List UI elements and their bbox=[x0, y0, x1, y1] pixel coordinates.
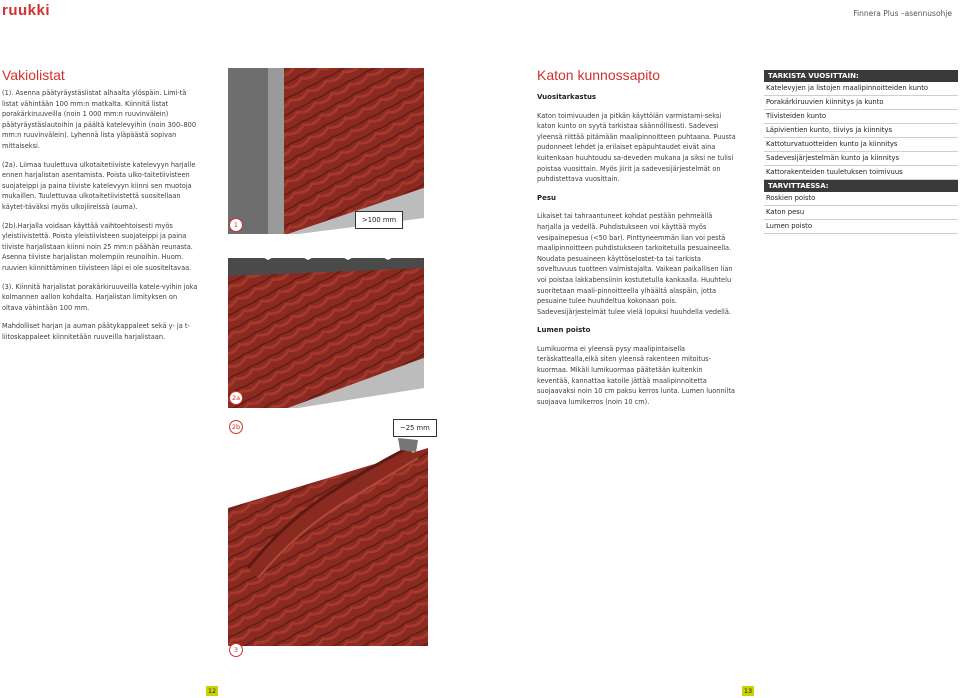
list-item: Kattoturvatuotteiden kunto ja kiinnitys bbox=[764, 138, 958, 152]
figure-2b-3-ridge-mounting bbox=[228, 418, 428, 646]
paragraph-end: Mahdolliset harjan ja auman päätykappaleet sekä y- ja t-liitoskappaleet kiinnitetään ruuveilla harjalistaan. bbox=[2, 322, 190, 341]
ruukki-logo: ruukki bbox=[2, 2, 51, 19]
list-item: Roskien poisto bbox=[764, 192, 958, 206]
paragraph-2a: (2a). Liimaa tuulettuva ulkotaitetiiviste katelevyyn harjalle ennen harjalistan asentamista. Poista ulko-taitetiivisteen suojateippi ja paina tiiviste katelevyyn kiinni sen muotoja mukaillen. Tuulettuvaa ulkotaitetiivistettä suositellaan käytet-täväksi myös ulkojiireissä (auma). bbox=[2, 160, 196, 211]
heading-pesu: Pesu bbox=[537, 193, 557, 202]
left-column-text bbox=[2, 88, 198, 350]
figure-2a-ridge-seal bbox=[228, 238, 424, 408]
page-number-left: 12 bbox=[207, 687, 217, 695]
page-number-right: 13 bbox=[743, 687, 753, 695]
figure-label-2b: 2b bbox=[229, 420, 243, 434]
callout-seal-25mm: ~25 mm bbox=[393, 419, 437, 437]
heading-vuositarkastus: Vuositarkastus bbox=[537, 93, 597, 101]
annual-check-list bbox=[764, 82, 958, 180]
callout-overlap-100mm: >100 mm bbox=[355, 211, 403, 229]
text-pesu: Likaiset tai tahraantuneet kohdat pestään pehmeällä harjalla ja vedellä. Puhdistukseen voi käyttää myös vesipainepesua (<50 bar). Pinttyneemmän lian voi pestä maalipinnoitteen puhdistukseen tarkoitetulla pesuaineella. Noudata pesuaineen käyttöselostet-ta tai tarkista soveltuvuus tuotteen valmistajalta. Vaikean paikallisen lian voi poistaa lakkabensiinin kostutetulla kankaalla. Huuhtelu suoritetaan maali-pinnoitteella ylhäältä alaspäin, jotta pesuaine tulee huuhdeltua kokonaan pois. Sadevesijärjestelmät tulee vielä lopuksi huuhdella vedellä. bbox=[537, 212, 733, 316]
list-item: Sadevesijärjestelmän kunto ja kiinnitys bbox=[764, 152, 958, 166]
figure-label-3: 3 bbox=[229, 643, 243, 657]
as-needed-list bbox=[764, 192, 958, 234]
paragraph-2b: (2b).Harjalla voidaan käyttää vaihtoehtoisesti myös yleistiivistettä. Poista yleistiivisteen suojateippi ja paina tiiviste harjalistaan kiinni noin 25 mm:n päähän reunasta. Asenna tiiviste harjalistan molempiin reunoihin. Huom. ruuvien kiinnittäminen tiivisteen läpi ei ole suositeltavaa. bbox=[2, 221, 193, 272]
list-item: Tiivisteiden kunto bbox=[764, 110, 958, 124]
list-item: Porakärkiruuvien kiinnitys ja kunto bbox=[764, 96, 958, 110]
list-item: Kattorakenteiden tuuletuksen toimivuus bbox=[764, 166, 958, 180]
maintenance-text bbox=[537, 92, 737, 415]
paragraph-1: (1). Asenna päätyräystäslistat alhaalta ylöspäin. Limi-tä listat vähintään 100 mm:n matkalta. Kiinnitä listat porakärkiruuveilla (noin 1 000 mm:n ruuvinvälein) päätyräystäslautoihin ja päältä katelevyihin (noin 300–800 mm:n ruuvinvälein). Lyhennä lista yläpäästä sopivan mittaiseksi. bbox=[2, 89, 197, 150]
list-item: Lumen poisto bbox=[764, 220, 958, 234]
list-item: Läpivientien kunto, tiiviys ja kiinnitys bbox=[764, 124, 958, 138]
figure-label-1: 1 bbox=[229, 218, 243, 232]
check-heading-as-needed: TARVITTAESSA: bbox=[764, 180, 958, 192]
header-title: Finnera Plus –asennusohje bbox=[853, 9, 952, 18]
list-item: Katelevyjen ja listojen maalipinnoitteiden kunto bbox=[764, 82, 958, 96]
list-item: Katon pesu bbox=[764, 206, 958, 220]
heading-lumen-poisto: Lumen poisto bbox=[537, 326, 591, 335]
figure-1-roof-edge bbox=[228, 68, 424, 234]
text-vuositarkastus: Katon toimivuuden ja pitkän käyttöiän varmistami-seksi katon kunto on syytä tarkistaa säännöllisesti. Sadevesi yleensä riittää pitämään maalipinnoitteen puhtaana. Puusta pudonneet lehdet ja erilaiset epäpuhtaudet eivät aina kuitenkaan huuhtoudu sa-deveden mukana ja siksi ne tulisi poistaa vuosittain. Myös jiirit ja sadevesijärjestelmät on puhdistettava vuosittain. bbox=[537, 111, 736, 184]
section-title-kunnossapito: Katon kunnossapito bbox=[537, 67, 660, 83]
figure-label-2a: 2a bbox=[229, 391, 243, 405]
text-lumen-poisto: Lumikuorma ei yleensä pysy maalipintaisella teräskattealla,eikä siten yleensä rakenteen mitoitus-kuormaa. Mikäli lumikuormaa päätetään kuitenkin keventää, kannattaa katolle jättää maalipinnoitetta suojaavaksi noin 10 cm paksu kerros lunta. Lumen luonnilta suojaava lumikerros (noin 10 cm). bbox=[537, 344, 735, 406]
checklist-panel bbox=[764, 70, 958, 234]
check-heading-annual: TARKISTA VUOSITTAIN: bbox=[764, 70, 958, 82]
paragraph-3: (3). Kiinnitä harjalistat porakärkiruuveilla katele-vyihin joka kolmannen aallon kohdalta. Harjalistan limityksen on oltava vähintään 100 mm. bbox=[2, 282, 198, 312]
section-title-vakiolistat: Vakiolistat bbox=[2, 67, 65, 83]
